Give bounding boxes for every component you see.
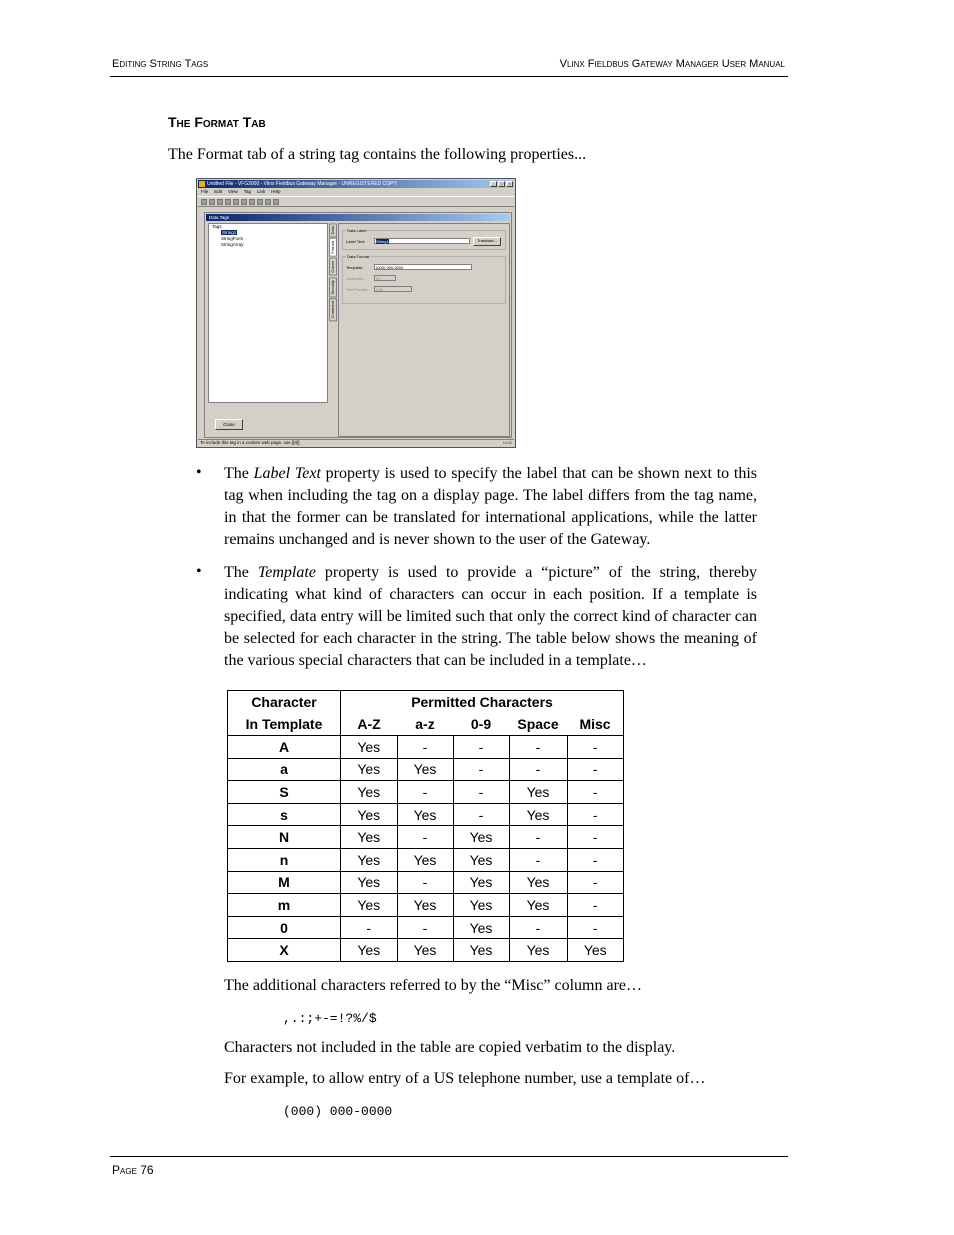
permission-cell: -	[567, 826, 624, 849]
permission-cell: -	[567, 736, 624, 759]
para-text: property is used to specify the label that can be shown next to this tag when including the tag on a display page. The label differs from the tag name, in that the former can be translated for international applications, while the latter remains unchanged and is never shown to the user of the Gateway.	[224, 465, 758, 548]
permission-cell: Yes	[509, 939, 567, 962]
permission-cell: -	[509, 826, 567, 849]
tab-colors[interactable]: Colors	[329, 258, 337, 276]
table-row	[228, 848, 624, 871]
permission-cell: Yes	[453, 939, 509, 962]
section-title: The Format Tab	[168, 114, 266, 130]
template-paragraph	[224, 562, 757, 672]
template-char-cell: a	[228, 758, 341, 781]
maximize-icon[interactable]: □	[498, 181, 505, 187]
permission-cell: -	[567, 781, 624, 804]
permission-cell: -	[453, 803, 509, 826]
permission-cell: -	[509, 848, 567, 871]
permission-cell: -	[567, 848, 624, 871]
text-format-select[interactable]: Left	[374, 286, 412, 292]
permission-cell: -	[509, 736, 567, 759]
delete-icon[interactable]	[249, 199, 255, 205]
copy-icon[interactable]	[233, 199, 239, 205]
format-form	[338, 223, 510, 437]
label-text-value: String1	[376, 239, 389, 244]
upload-icon[interactable]	[265, 199, 271, 205]
misc-characters: ,.:;+-=!?%/$	[283, 1011, 377, 1026]
data-format-group	[342, 256, 506, 304]
table-row	[228, 803, 624, 826]
tab-data[interactable]: Data	[329, 223, 337, 237]
permission-cell: Yes	[397, 939, 453, 962]
permission-cell: Yes	[567, 939, 624, 962]
tab-comment[interactable]: Comment	[329, 298, 337, 321]
menu-edit[interactable]: Edit	[214, 189, 223, 194]
tree-item-stringform[interactable]: StringForm	[221, 236, 244, 241]
menu-file[interactable]: File	[201, 189, 209, 194]
para-text: The	[224, 465, 254, 482]
menu-bar	[198, 189, 514, 195]
term-template: Template	[257, 564, 316, 581]
header-permitted: Permitted Characters	[341, 691, 624, 714]
table-row	[228, 871, 624, 894]
data-tags-panel	[204, 212, 512, 438]
permitted-characters-table	[227, 690, 624, 962]
table-row	[228, 736, 624, 759]
template-char-cell: s	[228, 803, 341, 826]
permission-cell: Yes	[341, 871, 398, 894]
permission-cell: -	[397, 916, 453, 939]
permission-cell: -	[397, 871, 453, 894]
intro-paragraph: The Format tab of a string tag contains the following properties...	[168, 146, 587, 163]
table-row	[228, 758, 624, 781]
permission-cell: -	[453, 758, 509, 781]
char-label: Character:	[346, 276, 365, 281]
status-bar	[198, 439, 514, 446]
permission-cell: Yes	[397, 758, 453, 781]
example-template: (000) 000-0000	[283, 1104, 393, 1119]
example-intro: For example, to allow entry of a US telephone number, use a template of…	[224, 1070, 706, 1087]
num-indicator: NUM	[502, 440, 512, 445]
permission-cell: Yes	[509, 781, 567, 804]
permission-cell: -	[453, 781, 509, 804]
permission-cell: -	[567, 916, 624, 939]
translate-button[interactable]: Translate...	[473, 237, 501, 246]
footer-rule	[110, 1156, 788, 1157]
new-icon[interactable]	[201, 199, 207, 205]
permission-cell: Yes	[341, 894, 398, 917]
permission-cell: Yes	[341, 803, 398, 826]
running-header-right: Vlinx Fieldbus Gateway Manager User Manual	[559, 58, 785, 70]
permission-cell: Yes	[341, 826, 398, 849]
permission-cell: Yes	[341, 781, 398, 804]
data-label-group	[342, 230, 506, 250]
permission-cell: Yes	[453, 848, 509, 871]
data-format-group-title: Data Format	[347, 254, 370, 259]
template-char-cell: n	[228, 848, 341, 871]
save-icon[interactable]	[217, 199, 223, 205]
header-character: Character	[228, 691, 341, 714]
text-format-label: Text Format:	[346, 287, 369, 292]
close-button[interactable]: Close	[215, 419, 243, 430]
window-titlebar	[198, 180, 514, 188]
header-rule	[110, 76, 788, 77]
paste-icon[interactable]	[241, 199, 247, 205]
page-number: Page 76	[112, 1163, 154, 1177]
permission-cell: -	[567, 758, 624, 781]
tree-root[interactable]: Tags	[212, 224, 222, 229]
send-icon[interactable]	[257, 199, 263, 205]
property-tabs	[329, 223, 337, 319]
data-label-group-title: Data Label	[347, 228, 367, 233]
permission-cell: -	[567, 803, 624, 826]
label-text-label: Label Text:	[346, 239, 366, 244]
verbatim-note: Characters not included in the table are copied verbatim to the display.	[224, 1039, 676, 1056]
permission-cell: -	[509, 916, 567, 939]
permission-cell: Yes	[341, 939, 398, 962]
permission-cell: -	[341, 916, 398, 939]
menu-view[interactable]: View	[228, 189, 238, 194]
menu-tag[interactable]: Tag	[243, 189, 251, 194]
cut-icon[interactable]	[225, 199, 231, 205]
table-row	[228, 894, 624, 917]
permission-cell: Yes	[397, 803, 453, 826]
permission-cell: Yes	[453, 894, 509, 917]
permission-cell: Yes	[341, 758, 398, 781]
status-text: To include this tag in a custom web page, use [[0]]	[200, 440, 300, 445]
minimize-icon[interactable]: _	[490, 181, 497, 187]
label-text-paragraph	[224, 463, 757, 551]
permission-cell: Yes	[453, 871, 509, 894]
col-header: 0-9	[453, 713, 509, 736]
tag-tree[interactable]	[208, 223, 328, 403]
permission-cell: -	[397, 736, 453, 759]
panel-title: Data Tags	[206, 214, 510, 221]
permission-cell: Yes	[509, 894, 567, 917]
menu-help[interactable]: Help	[271, 189, 281, 194]
table-row	[228, 781, 624, 804]
menu-link[interactable]: Link	[256, 189, 266, 194]
permission-cell: -	[397, 781, 453, 804]
permission-cell: Yes	[341, 736, 398, 759]
template-input[interactable]: (000) 000-0000	[374, 264, 472, 270]
term-label-text: Label Text	[253, 465, 321, 482]
header-in-template: In Template	[228, 713, 341, 736]
permission-cell: Yes	[397, 894, 453, 917]
misc-intro: The additional characters referred to by the “Misc” column are…	[224, 977, 643, 994]
close-icon[interactable]: ×	[506, 181, 513, 187]
table-body	[228, 736, 624, 962]
template-char-cell: A	[228, 736, 341, 759]
permission-cell: Yes	[509, 871, 567, 894]
col-header: Space	[509, 713, 567, 736]
template-char-cell: 0	[228, 916, 341, 939]
bullet-dot: •	[196, 563, 202, 580]
format-tab-screenshot	[196, 178, 516, 448]
para-text: The	[224, 564, 258, 581]
tree-item-string1[interactable]: String1	[222, 230, 237, 235]
permission-cell: -	[567, 894, 624, 917]
template-char-cell: m	[228, 894, 341, 917]
tree-item-stringarray[interactable]: StringArray	[221, 242, 244, 247]
template-char-cell: X	[228, 939, 341, 962]
template-char-cell: N	[228, 826, 341, 849]
permission-cell: -	[567, 871, 624, 894]
col-header: A-Z	[341, 713, 398, 736]
permission-cell: Yes	[453, 916, 509, 939]
permission-cell: Yes	[509, 803, 567, 826]
bullet-dot: •	[196, 464, 202, 481]
char-input[interactable]: 20	[374, 275, 396, 281]
window-title: Untitled File - VFG3000 - Vlinx Fieldbus Gateway Manager - UNREGISTERED COPY	[207, 181, 397, 187]
template-char-cell: M	[228, 871, 341, 894]
template-char-cell: S	[228, 781, 341, 804]
table-row	[228, 916, 624, 939]
toolbar	[198, 196, 514, 207]
permission-cell: Yes	[397, 848, 453, 871]
para-text: property is used to provide a “picture” of the string, thereby indicating what kind of characters can occur in each position. If a template is specified, data entry will be limited such that only the correct kind of character can be selected for each character in the string. The table below shows the meaning of the various special characters that can be included in a template…	[224, 564, 758, 669]
permission-cell: -	[397, 826, 453, 849]
tab-format[interactable]: Format	[329, 238, 337, 257]
tab-security[interactable]: Security	[329, 277, 337, 297]
open-icon[interactable]	[209, 199, 215, 205]
permission-cell: Yes	[453, 826, 509, 849]
permission-cell: -	[509, 758, 567, 781]
table-row	[228, 826, 624, 849]
col-header: Misc	[567, 713, 624, 736]
app-icon	[199, 181, 205, 187]
col-header: a-z	[397, 713, 453, 736]
table-row	[228, 939, 624, 962]
running-header-left: Editing String Tags	[112, 58, 209, 70]
label-text-input[interactable]	[374, 238, 470, 244]
template-label: Template:	[346, 265, 364, 270]
permission-cell: Yes	[341, 848, 398, 871]
permission-cell: -	[453, 736, 509, 759]
download-icon[interactable]	[273, 199, 279, 205]
